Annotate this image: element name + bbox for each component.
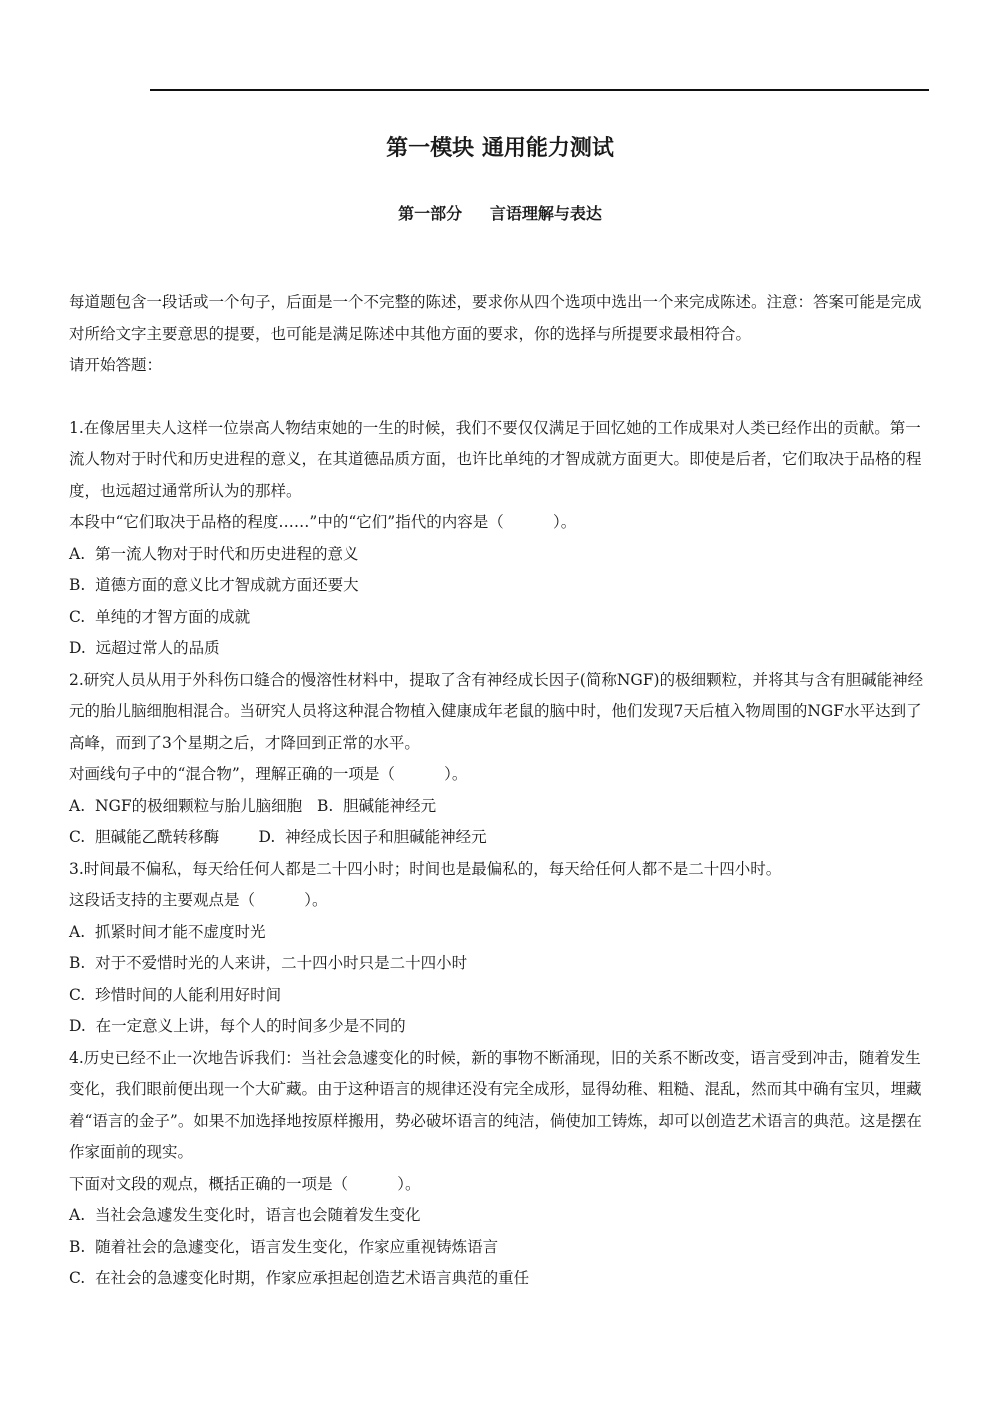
page-title: 第一模块 通用能力测试 — [386, 136, 614, 161]
answer-option: D. 在一定意义上讲，每个人的时间多少是不同的 — [69, 1017, 406, 1035]
question-4 — [69, 1043, 935, 1295]
question-prompt: 这段话支持的主要观点是（ ）。 — [69, 891, 328, 909]
answer-option: C. 胆碱能乙酰转移酶 D. 神经成长因子和胆碱能神经元 — [69, 828, 487, 846]
exam-content — [69, 287, 935, 1295]
question-1 — [69, 413, 935, 665]
instructions: 每道题包含一段话或一个句子，后面是一个不完整的陈述，要求你从四个选项中选出一个来完成陈述。注意：答案可能是完成对所给文字主要意思的提要，也可能是满足陈述中其他方面的要求，你的选择与所提要求最相符合。 请开始答题： — [69, 293, 922, 374]
header-rule — [150, 89, 929, 91]
answer-option: D. 远超过常人的品质 — [69, 639, 220, 657]
answer-option: B. 道德方面的意义比才智成就方面还要大 — [69, 576, 359, 594]
question-prompt: 下面对文段的观点，概括正确的一项是（ ）。 — [69, 1174, 421, 1193]
answer-option: A. 抓紧时间才能不虚度时光 — [69, 922, 266, 941]
question-prompt: 对画线句子中的“混合物”，理解正确的一项是（ ）。 — [69, 765, 468, 783]
answer-option: A. 当社会急遽发生变化时，语言也会随着发生变化 — [69, 1206, 421, 1224]
answer-option: C. 珍惜时间的人能利用好时间 — [69, 985, 282, 1004]
question-passage: 4.历史已经不止一次地告诉我们：当社会急遽变化的时候，新的事物不断涌现，旧的关系不断改变，语言受到冲击，随着发生变化，我们眼前便出现一个大矿藏。由于这种语言的规律还没有完全成形，显得幼稚、粗糙、混乱，然而其中确有宝贝，埋藏着“语言的金子”。如果不加选择地按原样搬用，势必破坏语言的纯洁，倘使加工铸炼，却可以创造艺术语言的典范。这是摆在作家面前的现实。 — [69, 1048, 922, 1161]
answer-option: C. 单纯的才智方面的成就 — [69, 607, 251, 626]
question-passage: 3.时间最不偏私，每天给任何人都是二十四小时；时间也是最偏私的，每天给任何人都不是二十四小时。 — [69, 859, 782, 878]
answer-option: A. 第一流人物对于时代和历史进程的意义 — [69, 544, 359, 563]
answer-option: A. NGF的极细颗粒与胎儿脑细胞 B. 胆碱能神经元 — [69, 796, 437, 815]
section-heading: 第一部分 言语理解与表达 — [398, 204, 602, 223]
answer-option: B. 对于不爱惜时光的人来讲，二十四小时只是二十四小时 — [69, 954, 468, 972]
answer-option: B. 随着社会的急遽变化，语言发生变化，作家应重视铸炼语言 — [69, 1237, 499, 1256]
question-passage: 2.研究人员从用于外科伤口缝合的慢溶性材料中，提取了含有神经成长因子(简称NGF)的极细颗粒，并将其与含有胆碱能神经元的胎儿脑细胞相混合。当研究人员将这种混合物植入健康成年老鼠的脑中时，他们发现7天后植入物周围的NGF水平达到了高峰，而到了3个星期之后，才降回到正常的水平。 — [69, 670, 924, 752]
answer-option: C. 在社会的急遽变化时期，作家应承担起创造艺术语言典范的重任 — [69, 1269, 530, 1287]
question-3 — [69, 854, 935, 1043]
question-2 — [69, 665, 935, 854]
question-prompt: 本段中“它们取决于品格的程度……”中的“它们”指代的内容是（ ）。 — [69, 513, 577, 531]
question-passage: 1.在像居里夫人这样一位崇高人物结束她的一生的时候，我们不要仅仅满足于回忆她的工作成果对人类已经作出的贡献。第一流人物对于时代和历史进程的意义，在其道德品质方面，也许比单纯的才智成就方面更大。即使是后者，它们取决于品格的程度，也远超过通常所认为的那样。 — [69, 418, 922, 500]
